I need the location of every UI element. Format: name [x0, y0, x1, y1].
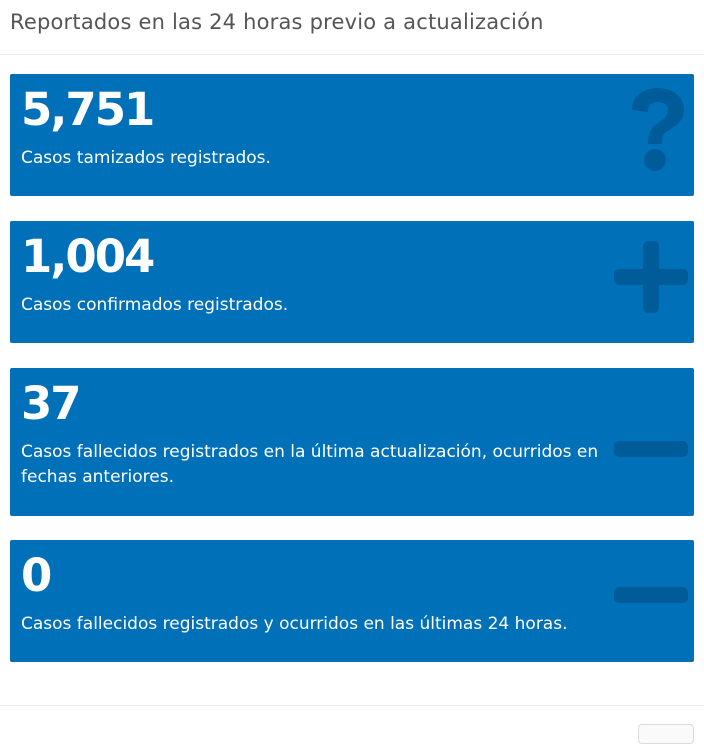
- stat-label: Casos fallecidos registrados en la última actualización, ocurridos en fechas anteriores.: [21, 442, 599, 487]
- panel-footer: [0, 705, 704, 731]
- stat-card-tamizados: [10, 74, 694, 196]
- stat-value: 1,004: [21, 230, 154, 283]
- stat-card-confirmados: [10, 221, 694, 343]
- stat-label: Casos tamizados registrados.: [21, 148, 271, 168]
- minus-icon: [614, 587, 688, 603]
- page-header: [0, 0, 704, 55]
- stat-label: Casos confirmados registrados.: [21, 295, 289, 315]
- stat-value: 37: [21, 377, 80, 430]
- stat-label: Casos fallecidos registrados y ocurridos en las últimas 24 horas.: [21, 614, 568, 634]
- stat-value: 0: [21, 549, 51, 602]
- stat-card-fallecidos-anteriores: [10, 368, 694, 516]
- footer-button[interactable]: [638, 724, 694, 744]
- stat-card-fallecidos-24h: [10, 540, 694, 662]
- page-title: Reportados en las 24 horas previo a actualización: [10, 10, 544, 34]
- stat-value: 5,751: [21, 83, 154, 136]
